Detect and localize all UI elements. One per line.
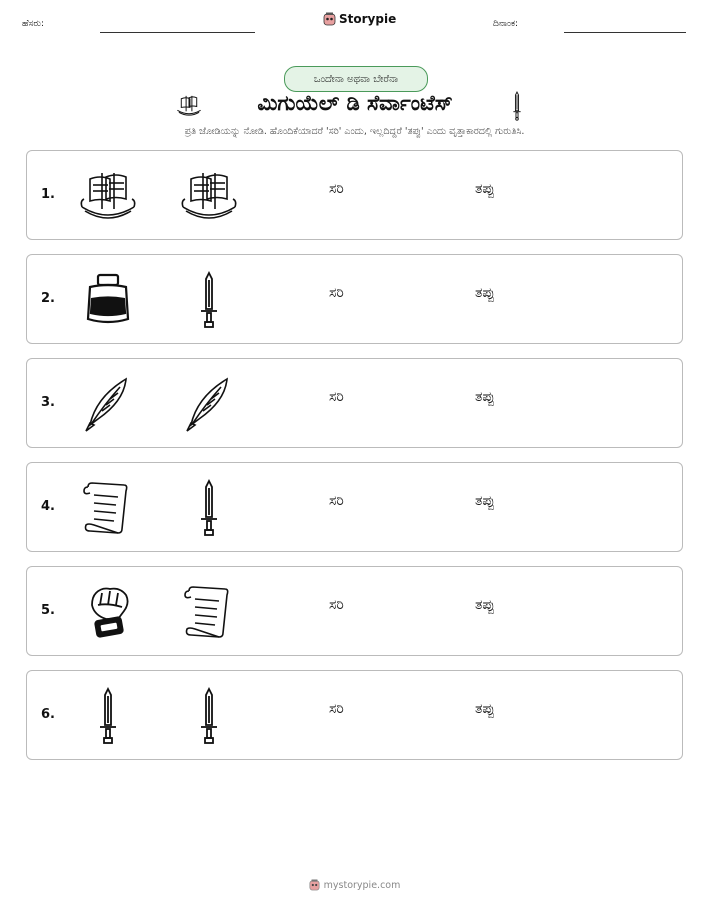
option-yes[interactable]: ಸರಿ <box>329 597 344 613</box>
option-no[interactable]: ತಪ್ಪು <box>475 701 495 717</box>
storypie-mascot-icon <box>323 12 336 26</box>
ship-icon <box>179 167 239 225</box>
gauntlet-icon <box>78 583 138 641</box>
option-yes[interactable]: ಸರಿ <box>329 701 344 717</box>
pair-number: 6. <box>41 707 55 722</box>
footer <box>0 879 709 891</box>
title-row <box>0 90 709 122</box>
option-no[interactable]: ತಪ್ಪು <box>475 389 495 405</box>
pair-number: 5. <box>41 603 55 618</box>
option-yes[interactable]: ಸರಿ <box>329 181 344 197</box>
pair-card-4 <box>26 462 683 552</box>
option-no[interactable]: ತಪ್ಪು <box>475 181 495 197</box>
option-yes[interactable]: ಸರಿ <box>329 389 344 405</box>
scroll-icon <box>78 479 138 537</box>
instructions: ಪ್ರತಿ ಜೋಡಿಯನ್ನು ನೋಡಿ. ಹೊಂದಿಕೆಯಾದರೆ 'ಸರಿ' ಎಂದು, ಇಲ್ಲದಿದ್ದರೆ 'ತಪ್ಪು' ಎಂದು ವೃತ್ತಾಕಾರದಲ್ಲಿ ಗುರುತಿಸಿ. <box>184 126 525 137</box>
option-yes[interactable]: ಸರಿ <box>329 285 344 301</box>
footer-url[interactable]: mystorypie.com <box>323 879 401 891</box>
option-no[interactable]: ತಪ್ಪು <box>475 285 495 301</box>
pair-card-1 <box>26 150 683 240</box>
sword-icon <box>179 479 239 537</box>
worksheet-title: ಮಿಗುಯೆಲ್ ಡಿ ಸೆರ್ವಾಂಟೆಸ್ <box>257 91 453 115</box>
pair-card-3 <box>26 358 683 448</box>
quill-icon <box>179 375 239 433</box>
activity-type-badge: ಒಂದೇನಾ ಅಥವಾ ಬೇರೆನಾ <box>284 66 428 92</box>
brand-name: Storypie <box>339 12 397 26</box>
ship-icon <box>174 92 204 120</box>
option-yes[interactable]: ಸರಿ <box>329 493 344 509</box>
pair-card-2 <box>26 254 683 344</box>
scroll-icon <box>179 583 239 641</box>
name-label: ಹೆಸರು: <box>22 19 45 29</box>
brand-logo <box>323 12 396 26</box>
storypie-mascot-icon <box>309 879 320 891</box>
option-no[interactable]: ತಪ್ಪು <box>475 597 495 613</box>
date-label: ದಿನಾಂಕ: <box>493 19 519 29</box>
pair-number: 4. <box>41 499 55 514</box>
ink-pot-icon <box>78 271 138 329</box>
pair-card-6 <box>26 670 683 760</box>
quill-icon <box>78 375 138 433</box>
date-line[interactable] <box>564 32 686 33</box>
sword-icon <box>179 687 239 745</box>
pair-number: 2. <box>41 291 55 306</box>
pair-number: 1. <box>41 187 55 202</box>
pair-number: 3. <box>41 395 55 410</box>
option-no[interactable]: ತಪ್ಪು <box>475 493 495 509</box>
name-line[interactable] <box>100 32 255 33</box>
sword-icon <box>179 271 239 329</box>
pair-card-5 <box>26 566 683 656</box>
sword-icon <box>509 91 525 121</box>
sword-icon <box>78 687 138 745</box>
ship-icon <box>78 167 138 225</box>
